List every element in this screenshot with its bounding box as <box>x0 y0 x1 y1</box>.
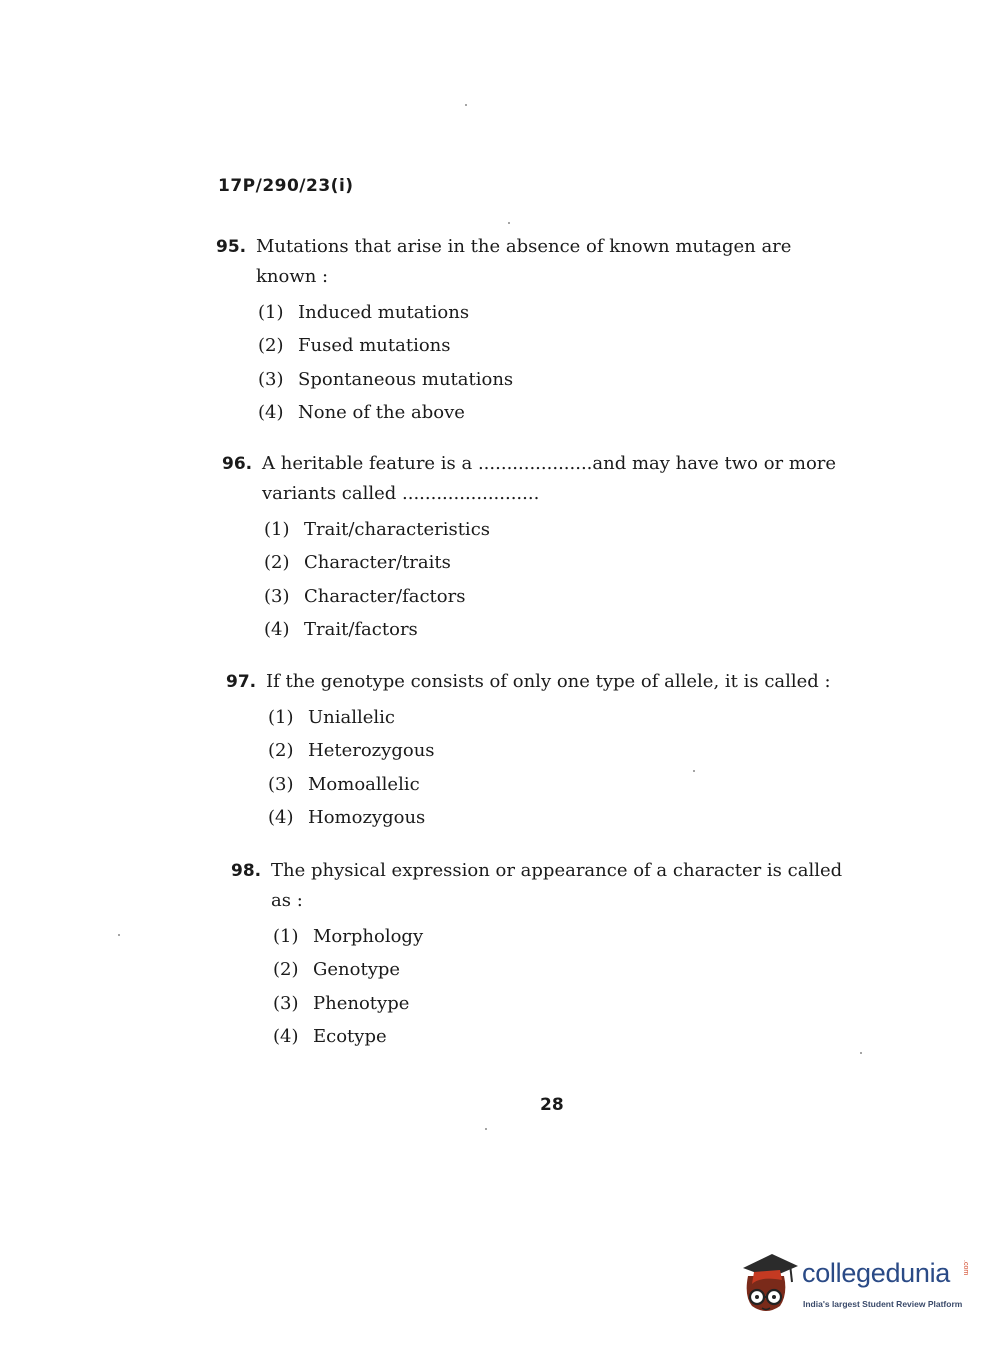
brand-tagline: India's largest Student Review Platform <box>803 1299 963 1309</box>
option-2: (2) Fused mutations <box>258 335 451 357</box>
question-number: 95. <box>216 237 247 257</box>
question-number: 98. <box>231 861 262 881</box>
option-3: (3) Phenotype <box>273 992 410 1014</box>
scan-speck <box>465 104 467 106</box>
option-1: (1) Morphology <box>273 925 424 947</box>
scan-speck <box>860 1052 862 1054</box>
scan-speck <box>118 934 120 936</box>
brand-name: collegedunia <box>802 1258 951 1288</box>
question-number: 97. <box>226 672 257 692</box>
option-1: (1) Induced mutations <box>258 301 470 323</box>
question-text: A heritable feature is a ....................and may have two or more variants called ........................ <box>262 453 837 504</box>
question-number: 96. <box>222 454 253 474</box>
option-4: (4) Trait/factors <box>264 619 418 641</box>
question-98 <box>231 856 856 1054</box>
scan-speck <box>508 222 510 224</box>
option-3: (3) Character/factors <box>264 585 466 607</box>
option-2: (2) Character/traits <box>264 552 451 574</box>
option-4: (4) Ecotype <box>273 1026 387 1048</box>
mascot-icon <box>740 1250 800 1320</box>
scan-speck <box>693 770 695 772</box>
page-number: 28 <box>540 1095 564 1115</box>
option-3: (3) Spontaneous mutations <box>258 368 514 390</box>
option-3: (3) Momoallelic <box>268 773 420 795</box>
option-1: (1) Uniallelic <box>268 706 396 728</box>
option-list <box>258 296 841 430</box>
question-96 <box>222 449 847 647</box>
option-4: (4) None of the above <box>258 402 465 424</box>
option-2: (2) Heterozygous <box>268 740 435 762</box>
collegedunia-logo <box>740 1250 970 1320</box>
option-1: (1) Trait/characteristics <box>264 518 491 540</box>
question-97 <box>226 667 851 835</box>
option-2: (2) Genotype <box>273 959 401 981</box>
question-95 <box>216 232 841 430</box>
scan-speck <box>485 1128 487 1130</box>
question-text: The physical expression or appearance of a character is called as : <box>271 860 843 911</box>
paper-code: 17P/290/23(i) <box>218 176 354 196</box>
option-list <box>268 701 851 835</box>
question-text: Mutations that arise in the absence of known mutagen are known : <box>256 236 792 287</box>
option-4: (4) Homozygous <box>268 807 426 829</box>
option-list <box>273 920 856 1054</box>
option-list <box>264 513 847 647</box>
brand-domain: .com <box>962 1260 969 1276</box>
question-text: If the genotype consists of only one type of allele, it is called : <box>266 671 831 692</box>
